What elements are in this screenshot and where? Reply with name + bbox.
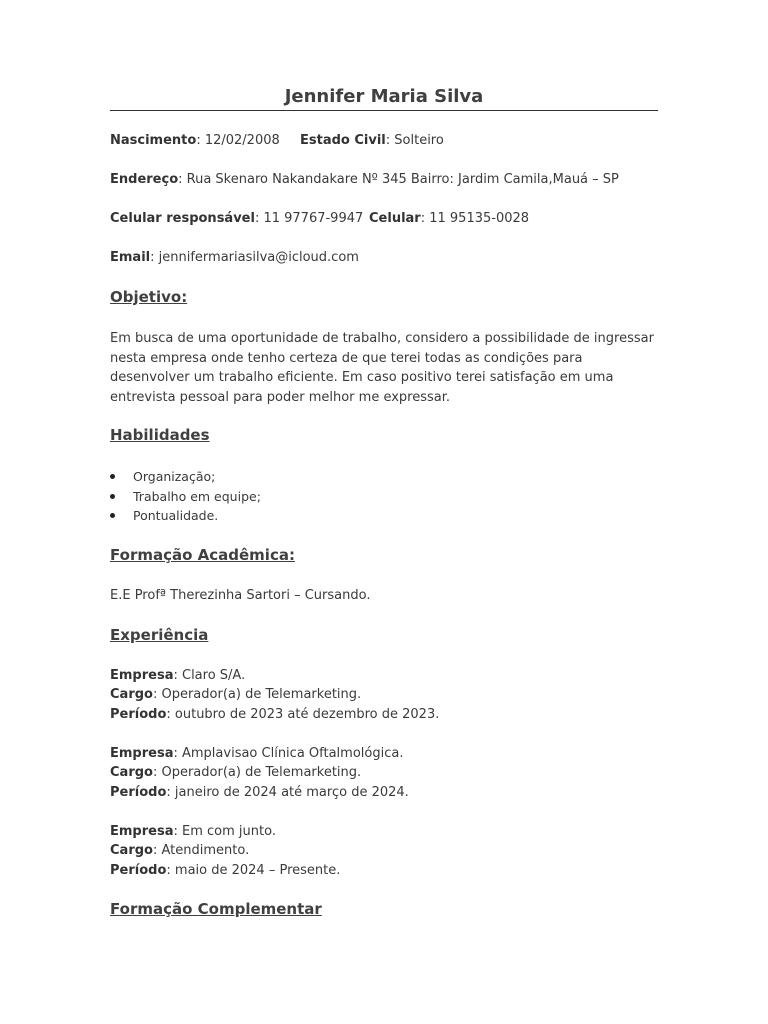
birth-label: Nascimento — [110, 133, 197, 148]
company-label: Empresa — [110, 668, 174, 683]
bullet-icon — [110, 474, 115, 479]
job-period-line — [110, 785, 409, 800]
role-value: : Operador(a) de Telemarketing. — [152, 687, 362, 702]
address-label: Endereço — [110, 172, 179, 187]
period-value: : maio de 2024 – Presente. — [166, 863, 341, 878]
job-period-line — [110, 707, 439, 722]
resume-name: Jennifer Maria Silva — [284, 86, 484, 107]
experience-heading: Experiência — [110, 626, 209, 644]
period-label: Período — [110, 707, 167, 722]
birth-value: : 12/02/2008 — [196, 133, 280, 148]
address-line — [110, 172, 619, 187]
complementary-heading: Formação Complementar — [110, 900, 322, 918]
civil-status-label: Estado Civil — [300, 133, 386, 148]
role-label: Cargo — [110, 687, 153, 702]
job-company-line — [110, 824, 276, 839]
email-label: Email — [110, 250, 151, 265]
guardian-phone-value: : 11 97767-9947 — [254, 211, 364, 226]
period-value: : janeiro de 2024 até março de 2024. — [166, 785, 409, 800]
company-value: : Amplavisao Clínica Oftalmológica. — [173, 746, 404, 761]
email-value: : jennifermariasilva@icloud.com — [150, 250, 359, 265]
job-company-line — [110, 746, 403, 761]
company-label: Empresa — [110, 824, 174, 839]
birth-line — [110, 133, 280, 148]
title-divider — [110, 110, 658, 111]
phone-label: Celular — [369, 211, 421, 226]
period-label: Período — [110, 863, 167, 878]
phone-value: : 11 95135-0028 — [420, 211, 530, 226]
education-heading: Formação Acadêmica: — [110, 546, 295, 564]
list-item: Pontualidade. — [110, 506, 261, 526]
company-label: Empresa — [110, 746, 174, 761]
role-label: Cargo — [110, 843, 153, 858]
period-value: : outubro de 2023 até dezembro de 2023. — [166, 707, 440, 722]
civil-status-line — [300, 133, 444, 148]
job-role-line — [110, 843, 249, 858]
email-line — [110, 250, 359, 265]
guardian-phone-label: Celular responsável — [110, 211, 255, 226]
education-text: E.E Profª Therezinha Sartori – Cursando. — [110, 588, 371, 603]
list-item: Organização; — [110, 467, 261, 487]
phone-line — [369, 211, 529, 226]
address-value: : Rua Skenaro Nakandakare Nº 345 Bairro: Jardim Camila,Mauá – SP — [178, 172, 619, 187]
skills-list — [110, 467, 261, 526]
civil-status-value: : Solteiro — [385, 133, 444, 148]
objective-heading: Objetivo: — [110, 288, 188, 306]
skills-heading: Habilidades — [110, 426, 210, 444]
list-item: Trabalho em equipe; — [110, 487, 261, 507]
company-value: : Em com junto. — [173, 824, 276, 839]
objective-text: Em busca de uma oportunidade de trabalho, considero a possibilidade de ingressar nesta empresa onde tenho certeza de que terei todas as condições para desenvolver um trabalho eficiente. Em caso positivo terei satisfação em uma entrevista pessoal para poder melhor me expressar. — [110, 331, 654, 405]
job-role-line — [110, 687, 361, 702]
job-period-line — [110, 863, 340, 878]
period-label: Período — [110, 785, 167, 800]
guardian-phone-line — [110, 211, 363, 226]
role-value: : Atendimento. — [152, 843, 250, 858]
bullet-icon — [110, 494, 115, 499]
job-company-line — [110, 668, 245, 683]
job-role-line — [110, 765, 361, 780]
bullet-icon — [110, 513, 115, 518]
role-value: : Operador(a) de Telemarketing. — [152, 765, 362, 780]
company-value: : Claro S/A. — [173, 668, 246, 683]
role-label: Cargo — [110, 765, 153, 780]
